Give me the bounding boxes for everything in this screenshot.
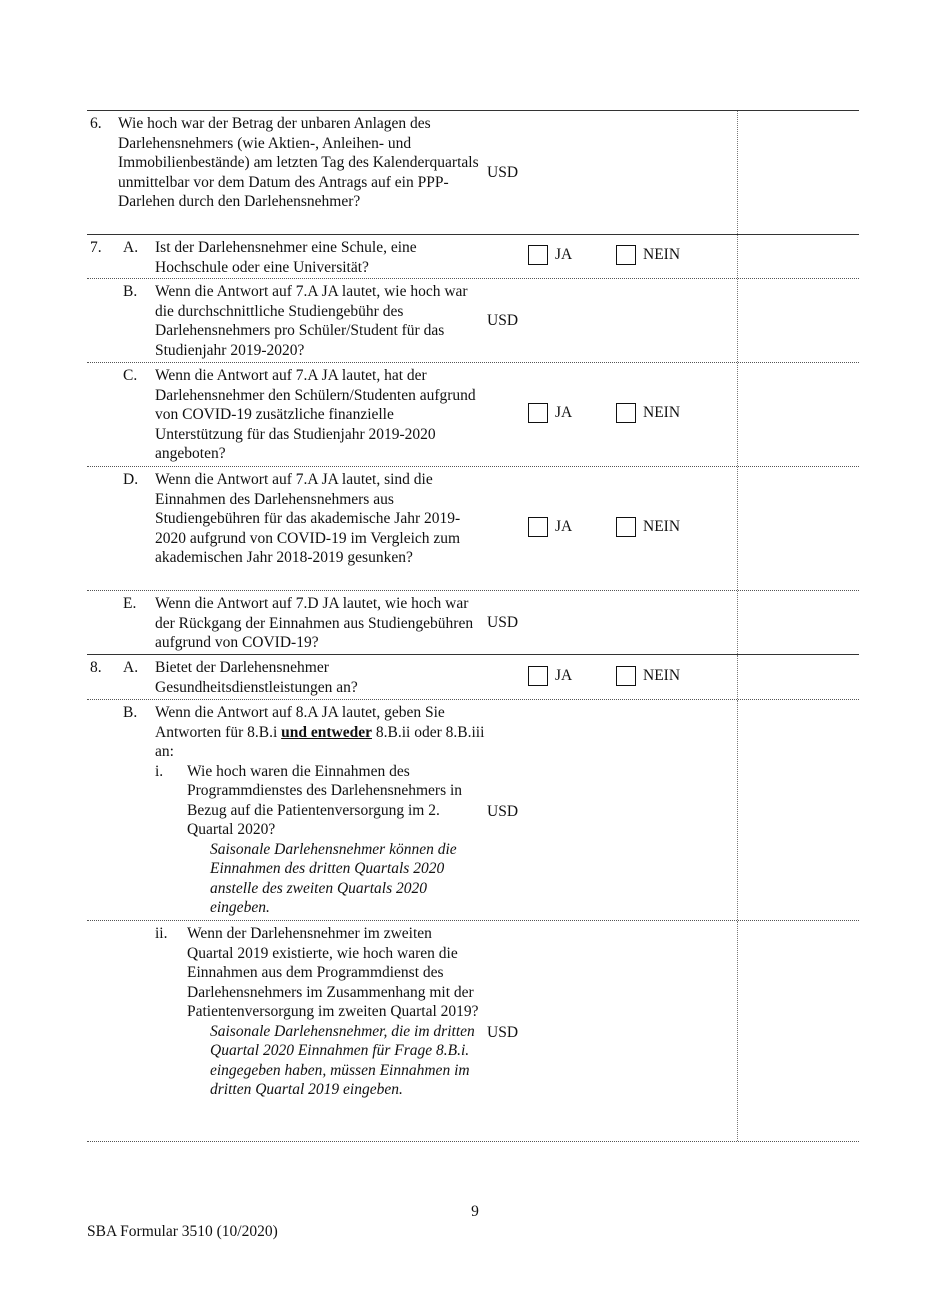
sub-question-label: i. [155,762,164,780]
no-label: NEIN [643,518,681,536]
question-text: Ist der Darlehensnehmer eine Schule, eine Hochschule oder eine Universität? [155,239,417,276]
question-text: Wenn die Antwort auf 7.A JA lautet, wie hoch war die durchschnittliche Studiengebühr des Darlehensnehmers pro Schüler/Student für das Studienjahr 2019-2020? [155,283,468,359]
yes-option[interactable] [528,666,572,686]
no-label: NEIN [643,246,681,264]
question-8a-row [87,654,859,699]
question-letter: A. [123,659,139,676]
no-label: NEIN [643,404,681,422]
usd-label: USD [487,1024,519,1041]
yes-label: JA [555,518,573,536]
yes-checkbox[interactable] [528,403,548,423]
yes-label: JA [555,667,573,685]
usd-label: USD [487,803,519,820]
yes-checkbox[interactable] [528,517,548,537]
no-checkbox[interactable] [616,517,636,537]
questionnaire-table [87,110,859,1142]
usd-label: USD [487,164,519,181]
no-checkbox[interactable] [616,403,636,423]
page-number: 9 [471,1203,479,1220]
yes-option[interactable] [528,403,572,423]
question-7c-row [87,362,859,466]
question-letter: B. [123,283,138,300]
question-number: 6. [90,115,102,132]
yes-checkbox[interactable] [528,666,548,686]
question-7e-row [87,590,859,654]
no-option[interactable] [616,666,680,686]
question-text [155,703,487,918]
yes-label: JA [555,404,573,422]
sub-question-ii [155,924,480,1100]
sub-question-text: Wie hoch waren die Einnahmen des Programmdienstes des Darlehensnehmers in Bezug auf die Patientenversorgung im 2. Quartal 2020? [187,762,463,838]
no-option[interactable] [616,517,680,537]
question-7b-row [87,278,859,362]
question-text: Bietet der Darlehensnehmer Gesundheitsdienstleistungen an? [155,659,358,696]
question-letter: E. [123,595,137,612]
question-number: 8. [90,659,102,676]
question-number: 7. [90,239,102,256]
question-letter: C. [123,367,138,384]
no-option[interactable] [616,245,680,265]
sub-question-text: Wenn der Darlehensnehmer im zweiten Quartal 2019 existierte, wie hoch waren die Einnahmen aus dem Programmdienst des Darlehensnehmers im Zusammenhang mit der Patientenversorgung im zweiten Quartal 2019? [187,925,479,1020]
yes-label: JA [555,246,573,264]
sub-question-i [155,762,487,918]
question-6-row [87,110,859,234]
yes-option[interactable] [528,517,572,537]
yes-option[interactable] [528,245,572,265]
question-letter: B. [123,704,138,721]
sub-question-label: ii. [155,925,168,942]
no-checkbox[interactable] [616,666,636,686]
question-text: Wie hoch war der Betrag der unbaren Anlagen des Darlehensnehmers (wie Aktien-, Anleihen- und Immobilienbestände) am letzten Tag des Kalenderquartals unmittelbar vor dem Datum des Antrags auf ein PPP-Darlehen durch den Darlehensnehmer? [118,115,479,210]
usd-label: USD [487,312,519,329]
question-7a-row [87,234,859,278]
no-option[interactable] [616,403,680,423]
no-label: NEIN [643,667,681,685]
question-letter: D. [123,471,139,488]
question-8b-i-row [87,699,859,920]
no-checkbox[interactable] [616,245,636,265]
sub-question-note: Saisonale Darlehensnehmer, die im dritten Quartal 2020 Einnahmen für Frage 8.B.i. eingegeben haben, müssen Einnahmen im dritten Quartal 2019 eingeben. [210,1022,475,1098]
question-text: Wenn die Antwort auf 7.D JA lautet, wie hoch war der Rückgang der Einnahmen aus Studiengebühren aufgrund von COVID-19? [155,595,474,651]
yes-checkbox[interactable] [528,245,548,265]
question-intro: Wenn die Antwort auf 8.A JA lautet, geben Sie Antworten für 8.B.i und entweder 8.B.ii oder 8.B.iii an: [155,704,485,760]
question-7d-row [87,466,859,590]
question-text: Wenn die Antwort auf 7.A JA lautet, sind die Einnahmen des Darlehensnehmers aus Studiengebühren für das akademische Jahr 2019-2020 aufgrund von COVID-19 im Vergleich zum akademischen Jahr 2018-2019 gesunken? [155,471,461,566]
question-8b-ii-row [87,920,859,1142]
emphasis-text: und entweder [281,723,372,741]
question-text [155,924,480,1100]
question-letter: A. [123,239,139,256]
sub-question-note: Saisonale Darlehensnehmer können die Einnahmen des dritten Quartals 2020 anstelle des zweiten Quartals 2020 eingeben. [210,840,457,916]
form-footer: SBA Formular 3510 (10/2020) [87,1223,278,1240]
question-text: Wenn die Antwort auf 7.A JA lautet, hat der Darlehensnehmer den Schülern/Studenten aufgrund von COVID-19 zusätzliche finanzielle Unterstützung für das Studienjahr 2019-2020 angeboten? [155,367,476,462]
usd-label: USD [487,614,519,631]
